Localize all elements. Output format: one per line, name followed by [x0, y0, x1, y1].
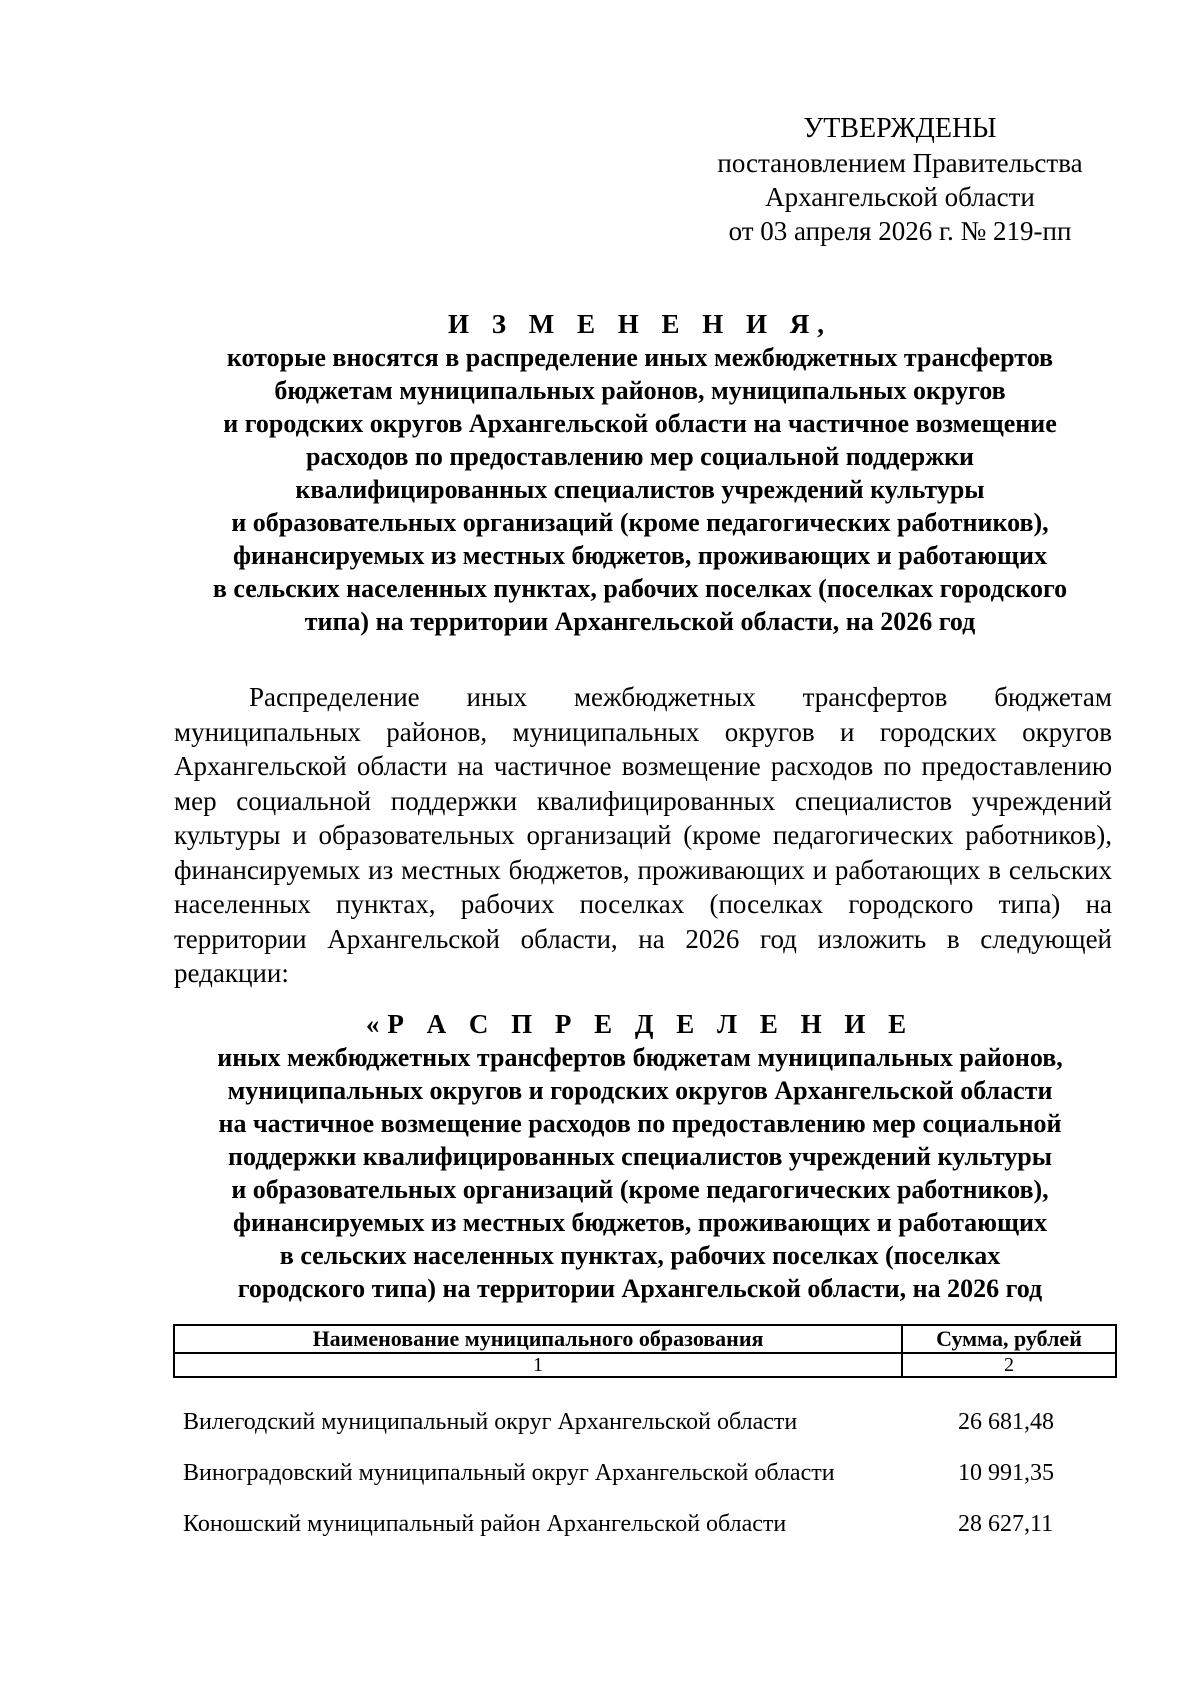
heading-line: муниципальных округов и городских округов Архангельской области — [227, 1076, 1053, 1105]
column-number: 2 — [902, 1353, 1116, 1377]
column-header-name: Наименование муниципального образования — [174, 1325, 902, 1353]
amount-value: 26 681,48 — [958, 1409, 1054, 1435]
column-header-sum: Сумма, рублей — [902, 1325, 1116, 1353]
approval-title: УТВЕРЖДЕНЫ — [803, 113, 997, 144]
approval-line: постановлением Правительства — [717, 148, 1083, 178]
table-row — [183, 1509, 1103, 1560]
body-paragraph: Распределение иных межбюджетных трансфертов бюджетам муниципальных районов, муниципальных округов и городских округов Архангельской области на частичное возмещение расходов по предоставлению мер социальной поддержки квалифицированных специалистов учреждений культуры и образовательных организаций (кроме педагогических работников), финансируемых из местных бюджетов, проживающих и работающих в сельских населенных пунктах, рабочих поселках (поселках городского типа) на территории Архангельской области, на 2026 год изложить в следующей редакции: — [174, 682, 1112, 988]
column-number-row — [174, 1353, 1116, 1377]
distribution-heading — [165, 1008, 1115, 1305]
changes-heading — [165, 308, 1115, 638]
heading-line: которые вносятся в распределение иных межбюджетных трансфертов — [226, 343, 1054, 372]
municipality-name: Коношский муниципальный район Архангельской области — [183, 1511, 787, 1537]
distribution-table-header — [173, 1324, 1117, 1378]
heading-line: и образовательных организаций (кроме педагогических работников), — [231, 1175, 1049, 1204]
heading-line: финансируемых из местных бюджетов, проживающих и работающих — [233, 541, 1047, 570]
approval-date-number: от 03 апреля 2026 г. № 219-пп — [728, 216, 1072, 246]
distribution-table-body — [183, 1407, 1103, 1560]
heading-line: в сельских населенных пунктах, рабочих поселках (поселках городского — [212, 574, 1068, 603]
table-row — [183, 1458, 1103, 1509]
heading-line: квалифицированных специалистов учреждений культуры — [295, 475, 985, 504]
distribution-title: «Р А С П Р Е Д Е Л Е Н И Е — [365, 1009, 915, 1039]
heading-line: в сельских населенных пунктах, рабочих поселках (поселках — [279, 1241, 1001, 1270]
municipality-name: Вилегодский муниципальный округ Архангельской области — [183, 1409, 798, 1435]
amount-value: 28 627,11 — [958, 1511, 1054, 1537]
heading-line: иных межбюджетных трансфертов бюджетам муниципальных районов, — [217, 1043, 1063, 1072]
table-header-row — [174, 1325, 1116, 1353]
heading-line: типа) на территории Архангельской области, на 2026 год — [304, 607, 976, 636]
heading-line: и городских округов Архангельской области на частичное возмещение — [223, 409, 1057, 438]
heading-line: бюджетам муниципальных районов, муниципальных округов — [274, 376, 1006, 405]
approval-line: Архангельской области — [765, 182, 1035, 212]
amount-value: 10 991,35 — [958, 1460, 1054, 1486]
table-row — [183, 1407, 1103, 1458]
changes-title: И З М Е Н Е Н И Я, — [447, 309, 832, 339]
heading-line: поддержки квалифицированных специалистов учреждений культуры — [227, 1142, 1053, 1171]
approval-stamp — [700, 112, 1100, 248]
heading-line: и образовательных организаций (кроме педагогических работников), — [231, 508, 1049, 537]
heading-line: финансируемых из местных бюджетов, проживающих и работающих — [233, 1208, 1047, 1237]
municipality-name: Виноградовский муниципальный округ Архангельской области — [183, 1460, 835, 1486]
heading-line: городского типа) на территории Архангельской области, на 2026 год — [237, 1274, 1043, 1303]
column-number: 1 — [174, 1353, 902, 1377]
heading-line: расходов по предоставлению мер социальной поддержки — [305, 442, 975, 471]
heading-line: на частичное возмещение расходов по предоставлению мер социальной — [218, 1109, 1062, 1138]
